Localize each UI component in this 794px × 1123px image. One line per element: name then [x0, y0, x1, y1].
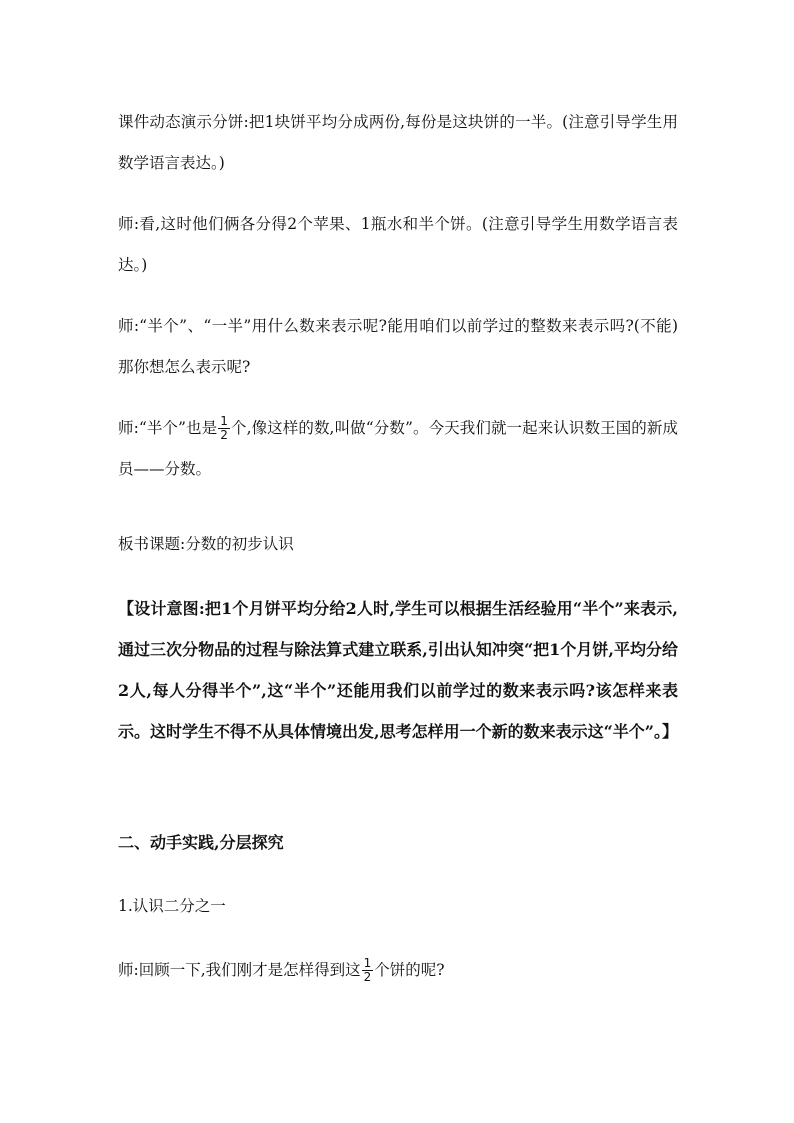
fraction-one-half	[362, 957, 374, 984]
fraction-denominator: 2	[220, 427, 228, 442]
text-after-fraction: 个饼的呢?	[374, 961, 445, 979]
fraction-one-half	[218, 415, 230, 442]
fraction-numerator: 1	[220, 413, 228, 428]
text-after-fraction: 个,像这样的数,叫做“分数”。今天我们就一起来认识数王国的新成员——分数。	[118, 419, 678, 478]
text-before-fraction: 师:回顾一下,我们刚才是怎样得到这	[118, 961, 361, 979]
subsection-heading: 1.认识二分之一	[118, 897, 226, 915]
section-heading: 二、动手实践,分层探究	[118, 833, 284, 852]
fraction-denominator: 2	[363, 969, 372, 984]
paragraph-teacher-look: 师:看,这时他们俩各分得2个苹果、1瓶水和半个饼。(注意引导学生用数学语言表达。)	[118, 215, 678, 274]
paragraph-teacher-fraction	[118, 408, 678, 490]
paragraph-board-title: 板书课题:分数的初步认识	[118, 535, 294, 553]
fraction-numerator: 1	[363, 955, 372, 970]
paragraph-animation: 课件动态演示分饼:把1块饼平均分成两份,每份是这块饼的一半。(注意引导学生用数学语言表达。)	[118, 113, 678, 172]
paragraph-design-intent: 【设计意图:把1个月饼平均分给2人时,学生可以根据生活经验用“半个”来表示,通过三次分物品的过程与除法算式建立联系,引出认知冲突“把1个月饼,平均分给2人,每人分得半个”,这“半个”还能用我们以前学过的数来表示吗?该怎样来表示。这时学生不得不从具体情境出发,思考怎样用一个新的数来表示这“半个”。】	[118, 599, 678, 741]
text-before-fraction: 师:“半个”也是	[118, 419, 218, 437]
paragraph-teacher-question: 师:“半个”、“一半”用什么数来表示呢?能用咱们以前学过的整数来表示吗?(不能)那你想怎么表示呢?	[118, 317, 678, 376]
paragraph-teacher-review	[118, 950, 678, 991]
